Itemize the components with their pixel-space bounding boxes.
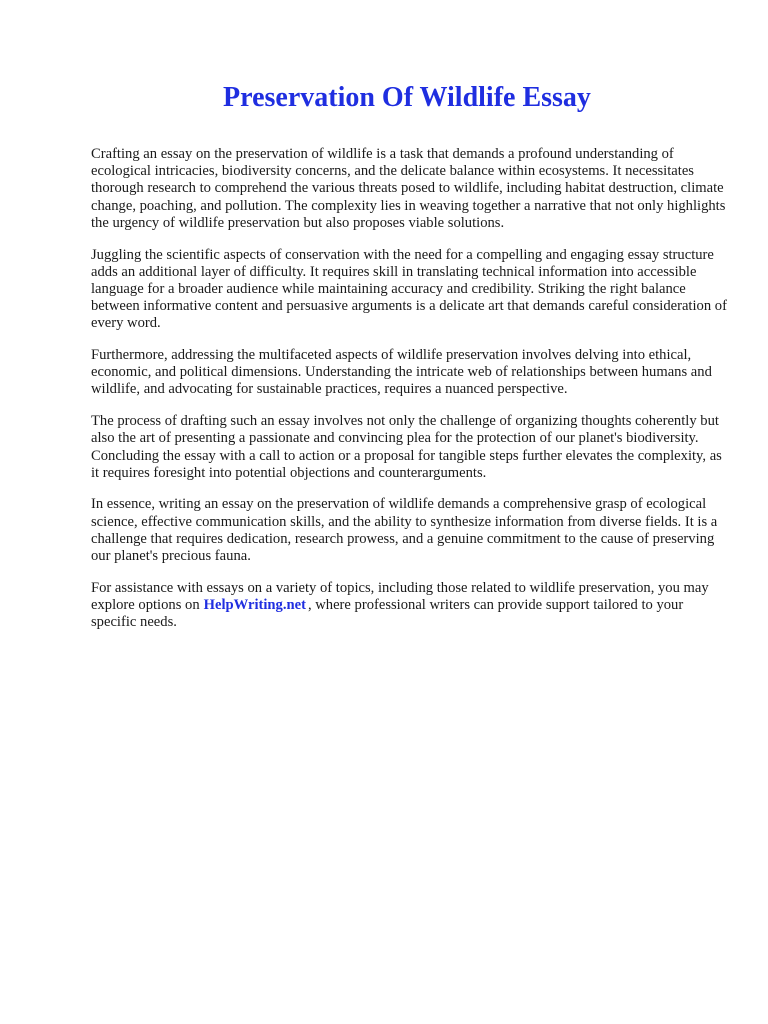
paragraph-2: Juggling the scientific aspects of conservation with the need for a compelling and engaging essay structure adds an additional layer of difficulty. It requires skill in translating technical information into accessible language for a broader audience while maintaining accuracy and credibility. Striking the right balance between informative content and persuasive arguments is a delicate art that demands careful consideration of every word. [91, 246, 727, 332]
closing-text-before-link: For assistance with essays on a variety of topics, including those related to wildlife preservation, you may explore options on [91, 579, 709, 613]
paragraph-5: In essence, writing an essay on the preservation of wildlife demands a comprehensive grasp of ecological science, effective communication skills, and the ability to synthesize information from diverse fields. It is a challenge that requires dedication, research prowess, and a genuine commitment to the cause of preserving our planet's precious fauna. [91, 496, 718, 565]
closing-text-after-link: , where professional writers can provide support tailored to your specific needs. [91, 596, 684, 631]
essay-body [91, 146, 727, 646]
helpwriting-link[interactable]: HelpWriting.net [203, 596, 306, 613]
paragraph-4: The process of drafting such an essay involves not only the challenge of organizing thoughts coherently but also the art of presenting a passionate and convincing plea for the protection of our planet's biodiversity. Concluding the essay with a call to action or a proposal for tangible steps further elevates the complexity, as it requires foresight into potential objections and counterarguments. [91, 413, 722, 481]
closing-paragraph [91, 580, 727, 632]
page-title: Preservation Of Wildlife Essay [223, 82, 591, 113]
paragraph-1: Crafting an essay on the preservation of wildlife is a task that demands a profound understanding of ecological intricacies, biodiversity concerns, and the delicate balance within ecosystems. It necessitates thorough research to comprehend the various threats posed to wildlife, including habitat destruction, climate change, poaching, and pollution. The complexity lies in weaving together a narrative that not only highlights the urgency of wildlife preservation but also proposes viable solutions. [91, 146, 726, 231]
paragraph-3: Furthermore, addressing the multifaceted aspects of wildlife preservation involves delving into ethical, economic, and political dimensions. Understanding the intricate web of relationships between humans and wildlife, and advocating for sustainable practices, requires a nuanced perspective. [91, 347, 712, 398]
